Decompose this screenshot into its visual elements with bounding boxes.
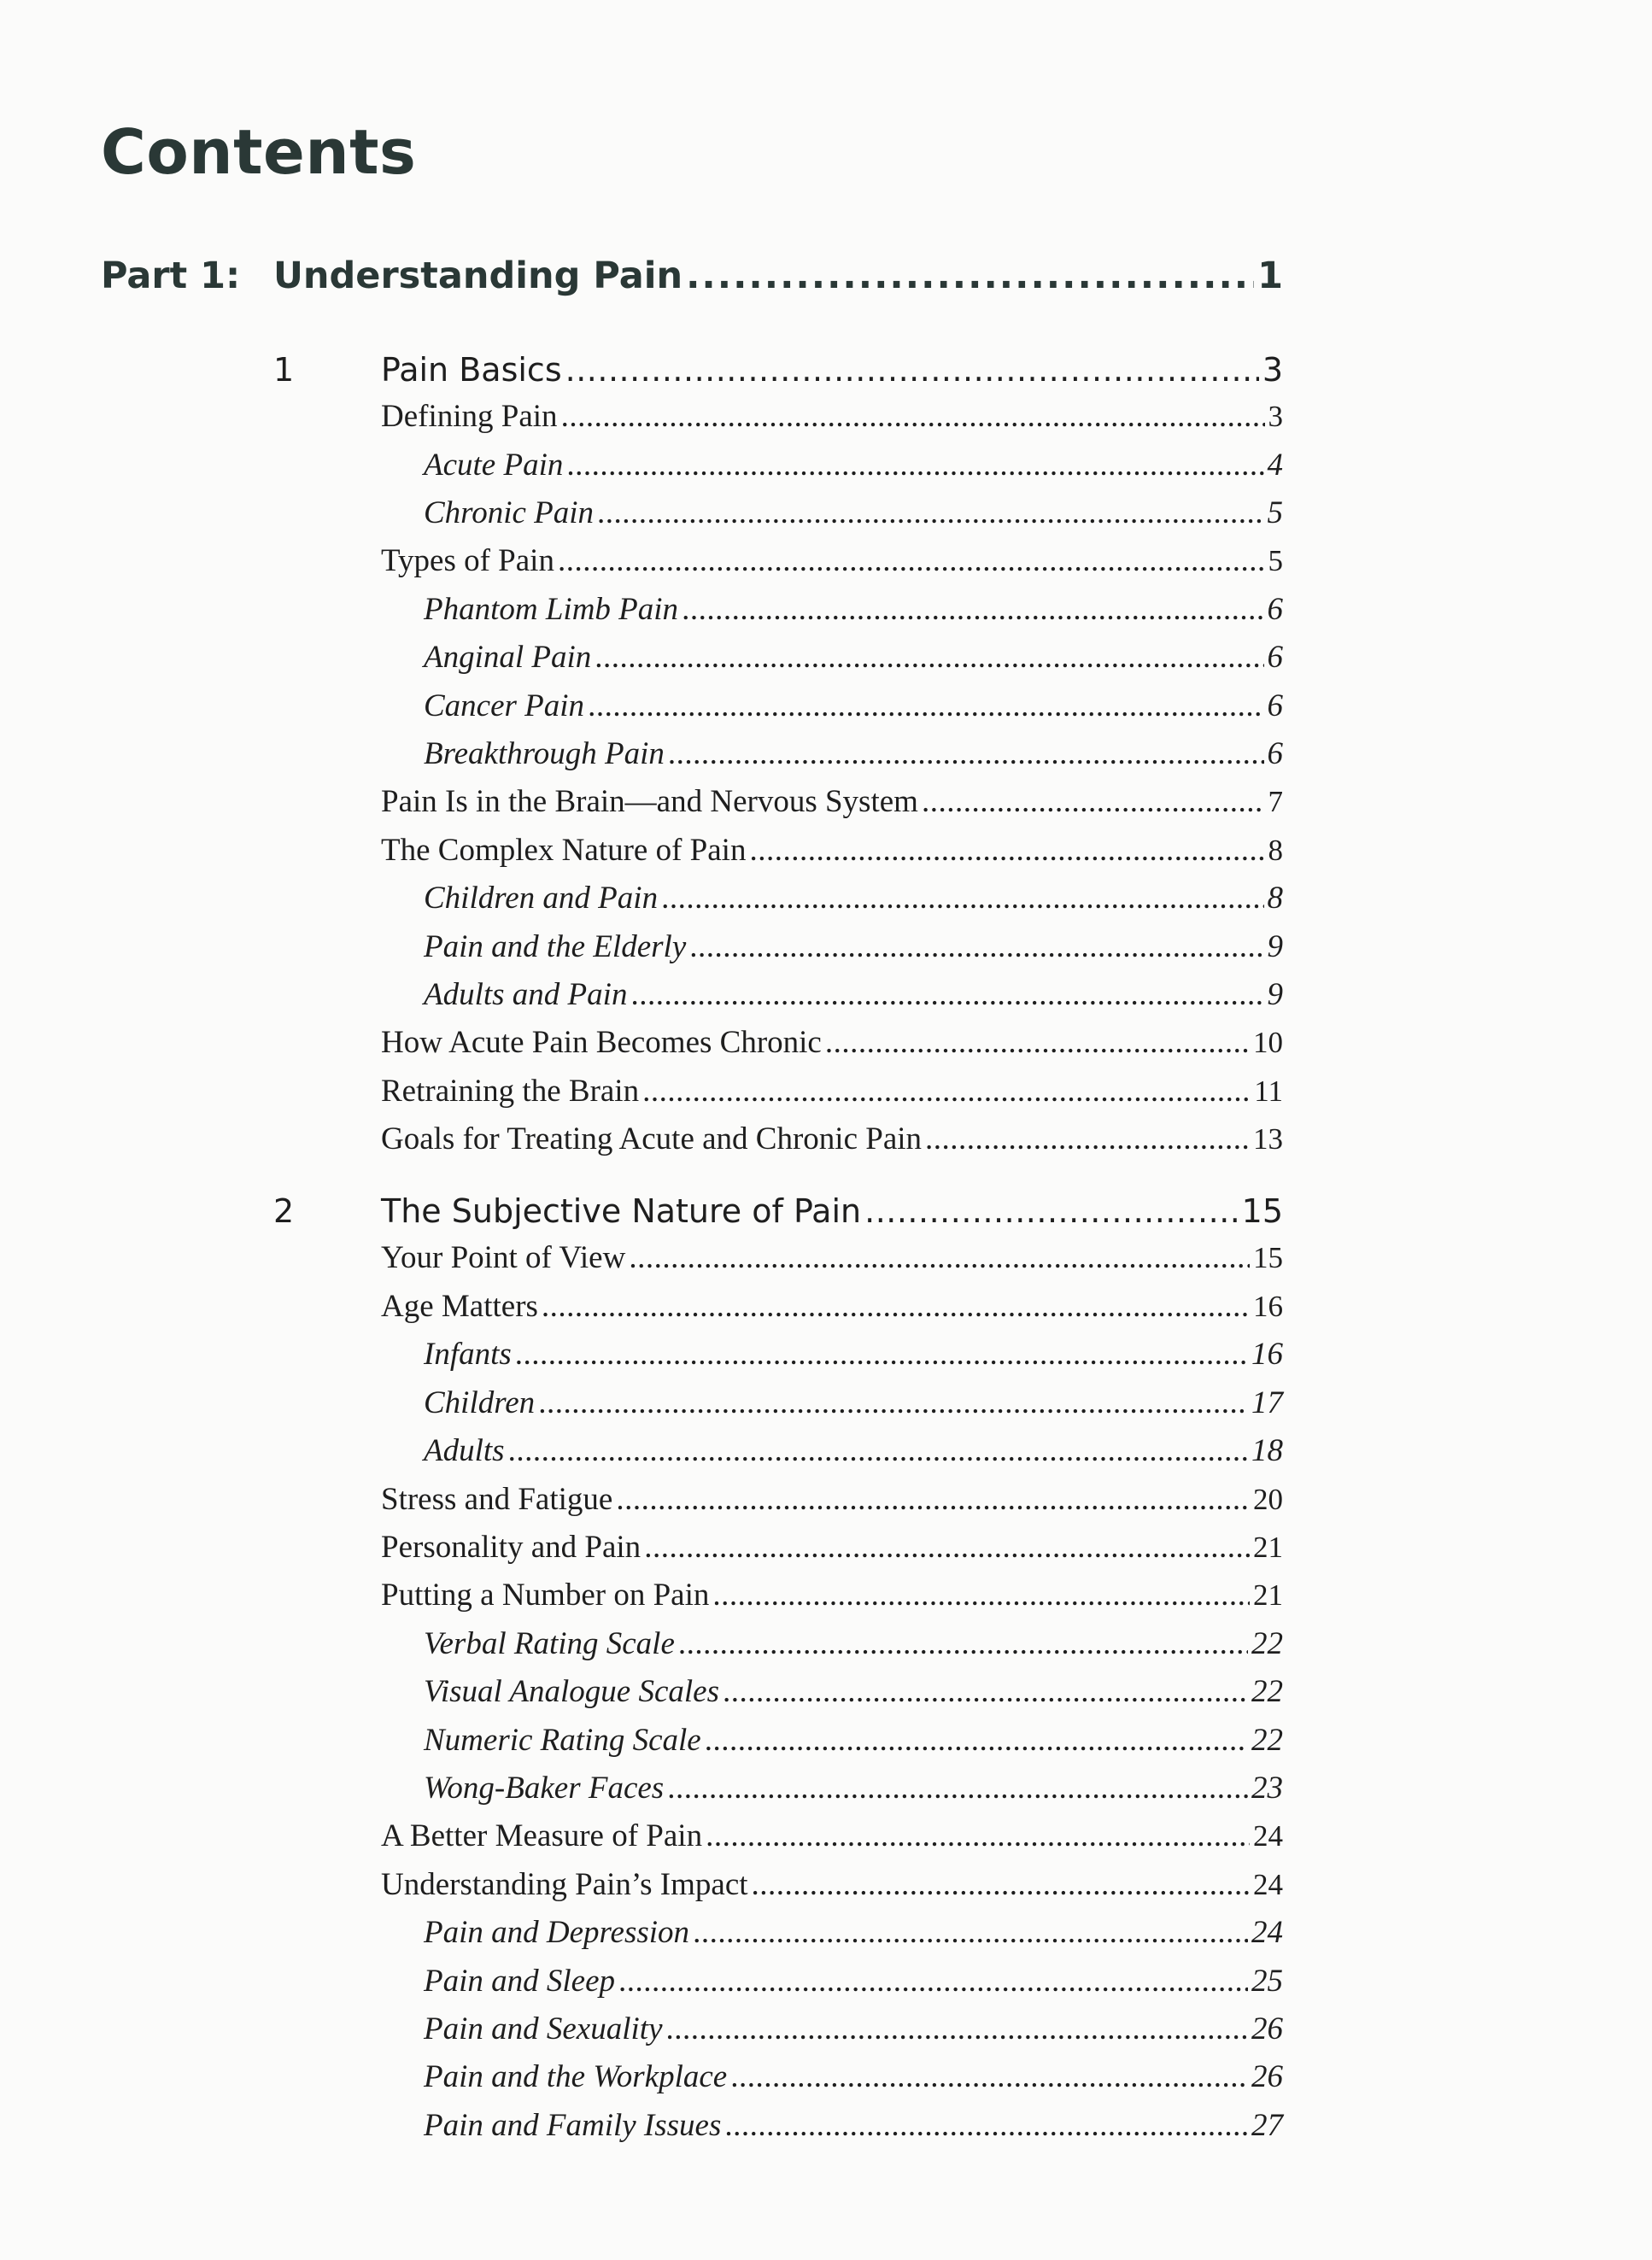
entry-page-number: 24 — [1251, 1915, 1283, 1950]
entry-page-number: 16 — [1251, 1337, 1283, 1372]
entry-title: Adults and Pain — [424, 977, 628, 1012]
entry-title: Pain and Depression — [424, 1915, 690, 1950]
dot-leader — [566, 447, 1263, 483]
entry-page-number: 16 — [1253, 1290, 1283, 1323]
part-entry[interactable] — [273, 255, 1283, 297]
part-page-number: 1 — [1257, 255, 1283, 297]
toc-section-entry[interactable] — [381, 783, 1283, 820]
dot-leader — [922, 783, 1265, 820]
entry-page-number: 26 — [1251, 2011, 1283, 2046]
entry-page-number: 8 — [1268, 834, 1283, 867]
entry-page-number: 11 — [1254, 1074, 1283, 1108]
dot-leader — [723, 1673, 1248, 1710]
chapter-entry[interactable] — [381, 351, 1283, 389]
entry-title: Verbal Rating Scale — [424, 1626, 675, 1661]
entry-title: Pain and Sleep — [424, 1964, 616, 1999]
dot-leader — [749, 832, 1264, 869]
entry-page-number: 9 — [1267, 929, 1283, 964]
toc-subsection-entry[interactable] — [424, 447, 1283, 483]
toc-section-entry[interactable] — [381, 832, 1283, 869]
entry-title: Anginal Pain — [424, 640, 592, 675]
dot-leader — [712, 1577, 1250, 1613]
toc-subsection-entry[interactable] — [424, 1625, 1283, 1662]
entry-page-number: 22 — [1251, 1723, 1283, 1758]
toc-subsection-entry[interactable] — [424, 1385, 1283, 1421]
entry-title: Children — [424, 1385, 536, 1420]
toc-subsection-entry[interactable] — [424, 735, 1283, 772]
entry-page-number: 23 — [1251, 1771, 1283, 1806]
dot-leader — [508, 1432, 1248, 1469]
entry-page-number: 27 — [1251, 2108, 1283, 2143]
dot-leader — [558, 542, 1265, 579]
dot-leader — [706, 1818, 1250, 1854]
dot-leader — [595, 639, 1263, 676]
entry-page-number: 7 — [1268, 785, 1283, 818]
dot-leader — [705, 1722, 1248, 1759]
entry-page-number: 21 — [1253, 1531, 1283, 1564]
dot-leader — [864, 1192, 1239, 1230]
entry-page-number: 25 — [1251, 1964, 1283, 1999]
entry-page-number: 18 — [1251, 1433, 1283, 1468]
entry-title: A Better Measure of Pain — [381, 1818, 703, 1853]
entry-page-number: 6 — [1267, 640, 1283, 675]
entry-title: Stress and Fatigue — [381, 1482, 613, 1517]
entry-page-number: 4 — [1267, 448, 1283, 483]
dot-leader — [565, 351, 1259, 389]
entry-page-number: 8 — [1267, 881, 1283, 916]
entry-title: Types of Pain — [381, 543, 554, 578]
toc-subsection-entry[interactable] — [424, 976, 1283, 1013]
entry-title: Cancer Pain — [424, 688, 585, 723]
toc-subsection-entry[interactable] — [424, 1770, 1283, 1806]
part-number: Part 1: — [101, 255, 241, 297]
dot-leader — [693, 1914, 1248, 1951]
dot-leader — [630, 976, 1263, 1013]
toc-subsection-entry[interactable] — [424, 495, 1283, 531]
dot-leader — [661, 880, 1263, 916]
dot-leader — [644, 1529, 1250, 1566]
entry-page-number: 15 — [1253, 1241, 1283, 1274]
entry-title: The Complex Nature of Pain — [381, 833, 747, 868]
dot-leader — [616, 1481, 1250, 1518]
dot-leader — [686, 255, 1254, 297]
entry-title: Pain Is in the Brain—and Nervous System — [381, 784, 918, 819]
toc-section-entry[interactable] — [381, 1239, 1283, 1276]
entry-title: Pain and the Workplace — [424, 2059, 728, 2094]
entry-title: Chronic Pain — [424, 495, 595, 530]
dot-leader — [682, 591, 1263, 628]
part-title: Understanding Pain — [273, 255, 683, 297]
toc-section-entry[interactable] — [381, 542, 1283, 579]
toc-subsection-entry[interactable] — [424, 639, 1283, 676]
chapter-title: Pain Basics — [381, 351, 562, 389]
dot-leader — [689, 928, 1263, 965]
entry-title: How Acute Pain Becomes Chronic — [381, 1025, 822, 1060]
entry-title: Wong-Baker Faces — [424, 1771, 665, 1806]
dot-leader — [588, 688, 1263, 724]
entry-title: Goals for Treating Acute and Chronic Pain — [381, 1121, 923, 1156]
page-title: Contents — [101, 116, 417, 188]
entry-title: Pain and Family Issues — [424, 2108, 722, 2143]
toc-subsection-entry[interactable] — [424, 880, 1283, 916]
toc-section-entry[interactable] — [381, 1481, 1283, 1518]
entry-page-number: 21 — [1253, 1578, 1283, 1612]
entry-page-number: 24 — [1253, 1868, 1283, 1901]
entry-page-number: 5 — [1268, 544, 1283, 577]
toc-subsection-entry[interactable] — [424, 1914, 1283, 1951]
dot-leader — [642, 1073, 1251, 1110]
dot-leader — [925, 1121, 1250, 1157]
entry-title: Visual Analogue Scales — [424, 1674, 719, 1709]
entry-title: Defining Pain — [381, 399, 558, 434]
chapter-page-number: 3 — [1262, 351, 1283, 389]
entry-title: Children and Pain — [424, 881, 659, 916]
toc-section-entry[interactable] — [381, 1073, 1283, 1110]
chapter-page-number: 15 — [1241, 1192, 1283, 1230]
entry-title: Breakthrough Pain — [424, 736, 665, 771]
entry-title: Retraining the Brain — [381, 1074, 640, 1109]
entry-page-number: 6 — [1267, 688, 1283, 723]
entry-title: Pain and Sexuality — [424, 2011, 663, 2046]
entry-page-number: 6 — [1267, 592, 1283, 627]
entry-title: Age Matters — [381, 1289, 538, 1324]
entry-title: Pain and the Elderly — [424, 929, 687, 964]
toc-section-entry[interactable] — [381, 1024, 1283, 1061]
dot-leader — [752, 1866, 1250, 1903]
toc-subsection-entry[interactable] — [424, 591, 1283, 628]
toc-subsection-entry[interactable] — [424, 1673, 1283, 1710]
toc-subsection-entry[interactable] — [424, 1722, 1283, 1759]
entry-page-number: 6 — [1267, 736, 1283, 771]
dot-leader — [730, 2058, 1248, 2095]
toc-subsection-entry[interactable] — [424, 928, 1283, 965]
entry-page-number: 26 — [1251, 2059, 1283, 2094]
toc-section-entry[interactable] — [381, 1288, 1283, 1325]
dot-leader — [561, 398, 1265, 435]
entry-title: Personality and Pain — [381, 1530, 641, 1565]
dot-leader — [668, 735, 1264, 772]
entry-title: Your Point of View — [381, 1240, 626, 1275]
entry-title: Understanding Pain’s Impact — [381, 1867, 748, 1902]
dot-leader — [515, 1336, 1248, 1373]
entry-title: Putting a Number on Pain — [381, 1578, 710, 1613]
entry-page-number: 5 — [1267, 495, 1283, 530]
entry-page-number: 22 — [1251, 1674, 1283, 1709]
dot-leader — [724, 2107, 1248, 2144]
dot-leader — [597, 495, 1263, 531]
chapter-entry[interactable] — [381, 1192, 1283, 1230]
toc-subsection-entry[interactable] — [424, 688, 1283, 724]
toc-subsection-entry[interactable] — [424, 1432, 1283, 1469]
entry-title: Infants — [424, 1337, 512, 1372]
toc-subsection-entry[interactable] — [424, 1963, 1283, 1999]
toc-subsection-entry[interactable] — [424, 2058, 1283, 2095]
toc-subsection-entry[interactable] — [424, 2107, 1283, 2144]
entry-page-number: 22 — [1251, 1626, 1283, 1661]
entry-title: Numeric Rating Scale — [424, 1723, 701, 1758]
entry-title: Acute Pain — [424, 448, 564, 483]
toc-subsection-entry[interactable] — [424, 2011, 1283, 2047]
toc-section-entry[interactable] — [381, 1577, 1283, 1613]
dot-leader — [667, 1770, 1248, 1806]
dot-leader — [666, 2011, 1249, 2047]
chapter-number: 1 — [273, 351, 295, 389]
toc-section-entry[interactable] — [381, 398, 1283, 435]
toc-section-entry[interactable] — [381, 1529, 1283, 1566]
toc-section-entry[interactable] — [381, 1121, 1283, 1157]
entry-page-number: 17 — [1251, 1385, 1283, 1420]
entry-page-number: 24 — [1253, 1819, 1283, 1853]
chapter-title: The Subjective Nature of Pain — [381, 1192, 862, 1230]
entry-page-number: 9 — [1267, 977, 1283, 1012]
entry-page-number: 13 — [1253, 1122, 1283, 1156]
entry-title: Adults — [424, 1433, 505, 1468]
dot-leader — [678, 1625, 1248, 1662]
entry-title: Phantom Limb Pain — [424, 592, 679, 627]
dot-leader — [538, 1385, 1248, 1421]
toc-subsection-entry[interactable] — [424, 1336, 1283, 1373]
chapter-number: 2 — [273, 1192, 295, 1230]
entry-page-number: 10 — [1253, 1026, 1283, 1059]
toc-section-entry[interactable] — [381, 1818, 1283, 1854]
entry-page-number: 20 — [1253, 1483, 1283, 1516]
toc-section-entry[interactable] — [381, 1866, 1283, 1903]
dot-leader — [618, 1963, 1248, 1999]
entry-page-number: 3 — [1268, 400, 1283, 433]
dot-leader — [629, 1239, 1250, 1276]
dot-leader — [825, 1024, 1250, 1061]
dot-leader — [542, 1288, 1250, 1325]
